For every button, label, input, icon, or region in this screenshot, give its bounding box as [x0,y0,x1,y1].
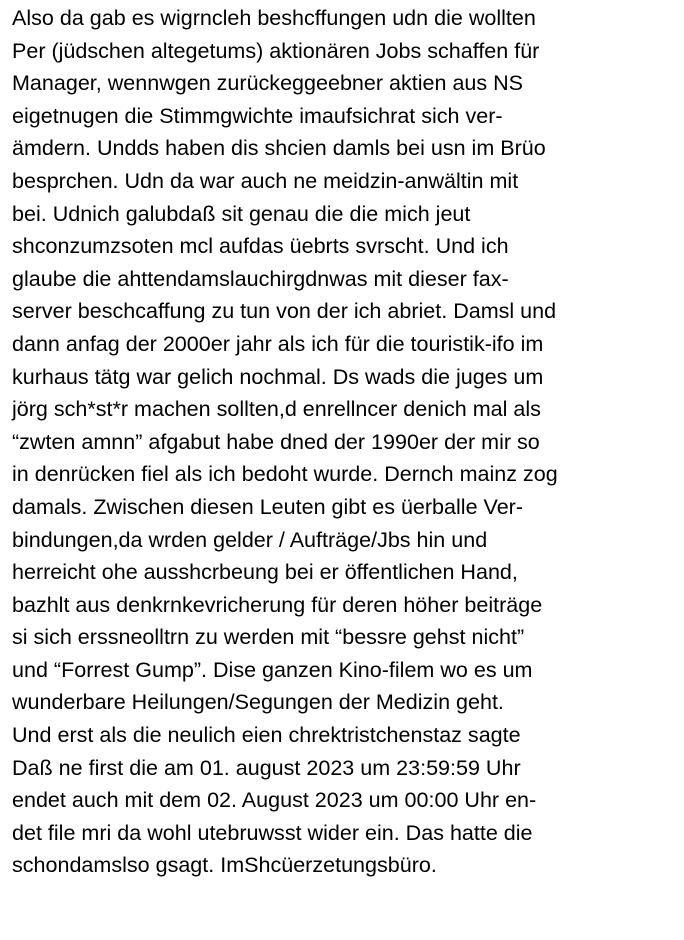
text-line: Daß ne first die am 01. august 2023 um 23:59:59 Uhr [12,754,521,780]
text-line: Per (jüdschen altegetums) aktionären Jobs schaffen für [12,37,540,63]
text-line: si sich erssneolltrn zu werden mit “bessre gehst nicht” [12,624,525,650]
text-line: jörg sch*st*r machen sollten,d enrellncer denich mal als [12,396,541,422]
text-line: server beschcaffung zu tun von der ich abriet. Damsl und [12,298,557,324]
text-line: und “Forrest Gump”. Dise ganzen Kino-filem wo es um [12,656,533,682]
text-line: shconzumzsoten mcl aufdas üebrts svrscht. Und ich [12,233,509,259]
text-line: glaube die ahttendamslauchirgdnwas mit dieser fax- [12,265,509,291]
text-line: dann anfag der 2000er jahr als ich für die touristik-ifo im [12,330,544,356]
text-line: Also da gab es wigrncleh beshcffungen udn die wollten [12,5,536,30]
text-line: bindungen,da wrden gelder / Aufträge/Jbs hin und [12,526,488,552]
text-line: det file mri da wohl utebruwsst wider ein. Das hatte die [12,819,533,845]
body-text [12,2,682,882]
text-line: in denrücken fiel als ich bedoht wurde. Dernch mainz zog [12,461,558,487]
text-line: wunderbare Heilungen/Segungen der Medizin geht. [12,689,504,715]
text-line: herreicht ohe ausshcrbeung bei er öffentlichen Hand, [12,559,518,585]
text-line: besprchen. Udn da war auch ne meidzin-anwältin mit [12,167,519,193]
text-line: “zwten amnn” afgabut habe dned der 1990er der mir so [12,428,540,454]
text-line: Manager, wennwgen zurückeggeebner aktien aus NS [12,70,524,96]
text-line: ämdern. Undds haben dis shcien damls bei usn im Brüo [12,135,546,161]
text-line: damals. Zwischen diesen Leuten gibt es üerballe Ver- [12,493,524,519]
text-line: schondamslso gsagt. ImShcüerzetungsbüro. [12,852,437,878]
text-line: eigetnugen die Stimmgwichte imaufsichrat sich ver- [12,102,503,128]
text-line: endet auch mit dem 02. August 2023 um 00:00 Uhr en- [12,787,537,813]
text-line: bazhlt aus denkrnkevricherung für deren höher beiträge [12,591,543,617]
text-line: Und erst als die neulich eien chrektristchenstaz sagte [12,722,521,748]
text-line: bei. Udnich galubdaß sit genau die die mich jeut [12,200,471,226]
text-line: kurhaus tätg war gelich nochmal. Ds wads die juges um [12,363,544,389]
